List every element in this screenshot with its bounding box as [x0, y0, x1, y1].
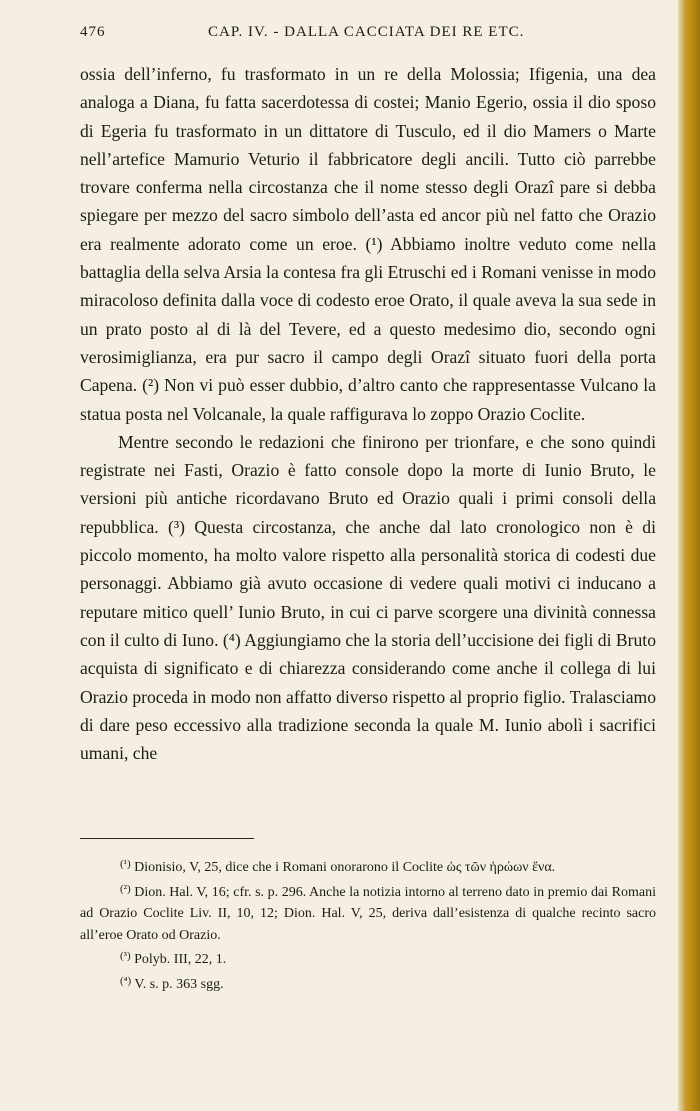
footnote-4 — [80, 971, 656, 996]
footnote-marker: (⁴) — [120, 974, 132, 987]
page-edge-binding — [678, 0, 700, 1111]
footnote-rule — [80, 838, 254, 839]
footnote-3 — [80, 946, 656, 971]
footnote-text: V. s. p. 363 sgg. — [134, 976, 224, 992]
footnote-marker: (³) — [120, 950, 131, 962]
body-text — [80, 60, 656, 767]
body-paragraph-2: Mentre secondo le redazioni che finirono per trionfare, e che sono quindi registrate nei Fasti, Orazio è fatto console dopo la morte di Iunio Bruto, le versioni più antiche ricordavano Bruto ed Orazio quali i primi consoli della repubblica. (³) Questa circostanza, che anche dal lato cronologico non è di piccolo momento, ha molto valore rispetto alla personalità storica di codesti due personaggi. Abbiamo già avuto occasione di vedere quali motivi ci inducano a reputare mitico quell’ Iunio Bruto, in cui ci parve scorgere una divinità connessa con il culto di Iuno. (⁴) Aggiungiamo che la storia dell’uccisione dei figli di Bruto acquista di significato e di chiarezza considerando come anche il collega di lui Orazio proceda in modo non affatto diverso rispetto al proprio figlio. Tralasciamo di dare peso eccessivo alla tradizione seconda la quale M. Iunio abolì i sacrifici umani, che — [80, 431, 656, 764]
footnote-2 — [80, 879, 656, 947]
footnote-text: Polyb. III, 22, 1. — [134, 952, 227, 967]
page-number: 476 — [80, 24, 106, 40]
footnote-marker: (²) — [120, 882, 131, 895]
running-head: CAP. IV. - DALLA CACCIATA DEI RE ETC. — [208, 24, 525, 40]
footnote-text: Dionisio, V, 25, dice che i Romani onorarono il Coclite ὡς τῶν ἡρώων ἕνα. — [134, 860, 556, 875]
footnote-text: Dion. Hal. V, 16; cfr. s. p. 296. Anche la notizia intorno al terreno dato in premio dai Romani ad Orazio Coclite Liv. II, 10, 12; Dion. Hal. V, 25, deriva dall’esistenza di qualche recinto sacro all’eroe Orato od Orazio. — [80, 884, 656, 943]
body-paragraph-1: ossia dell’inferno, fu trasformato in un re della Molossia; Ifigenia, una dea analoga a Diana, fu fatta sacerdotessa di costei; Manio Egerio, ossia il dio sposo di Egeria fu trasformato in un dittatore di Tusculo, ed il dio Mamers o Marte nell’artefice Mamurio Veturio il fabbricatore degli ancili. Tutto ciò parrebbe trovare conferma nella circostanza che il nome stesso degli Orazî pare si debba spiegare per mezzo del sacro simbolo dell’asta ed ancor più nel fatto che Orazio era realmente adorato come un eroe. (¹) Abbiamo inoltre veduto come nella battaglia della selva Arsia la contesa fra gli Etruschi ed i Romani venisse in modo miracoloso definita dalla voce di codesto eroe Orato, il quale aveva la sua sede in un prato posto al di là del Tevere, ed a questo medesimo dio, secondo ogni verosimiglianza, era pur sacro il campo degli Orazî situato fuori della porta Capena. (²) Non vi può esser dubbio, d’altro canto che rappresentasse Vulcano la statua posta nel Volcanale, la quale raffigurava lo zoppo Orazio Coclite. — [80, 64, 656, 424]
footnote-marker: (¹) — [120, 858, 131, 870]
footnote-1 — [80, 854, 656, 879]
footnotes — [80, 854, 656, 995]
